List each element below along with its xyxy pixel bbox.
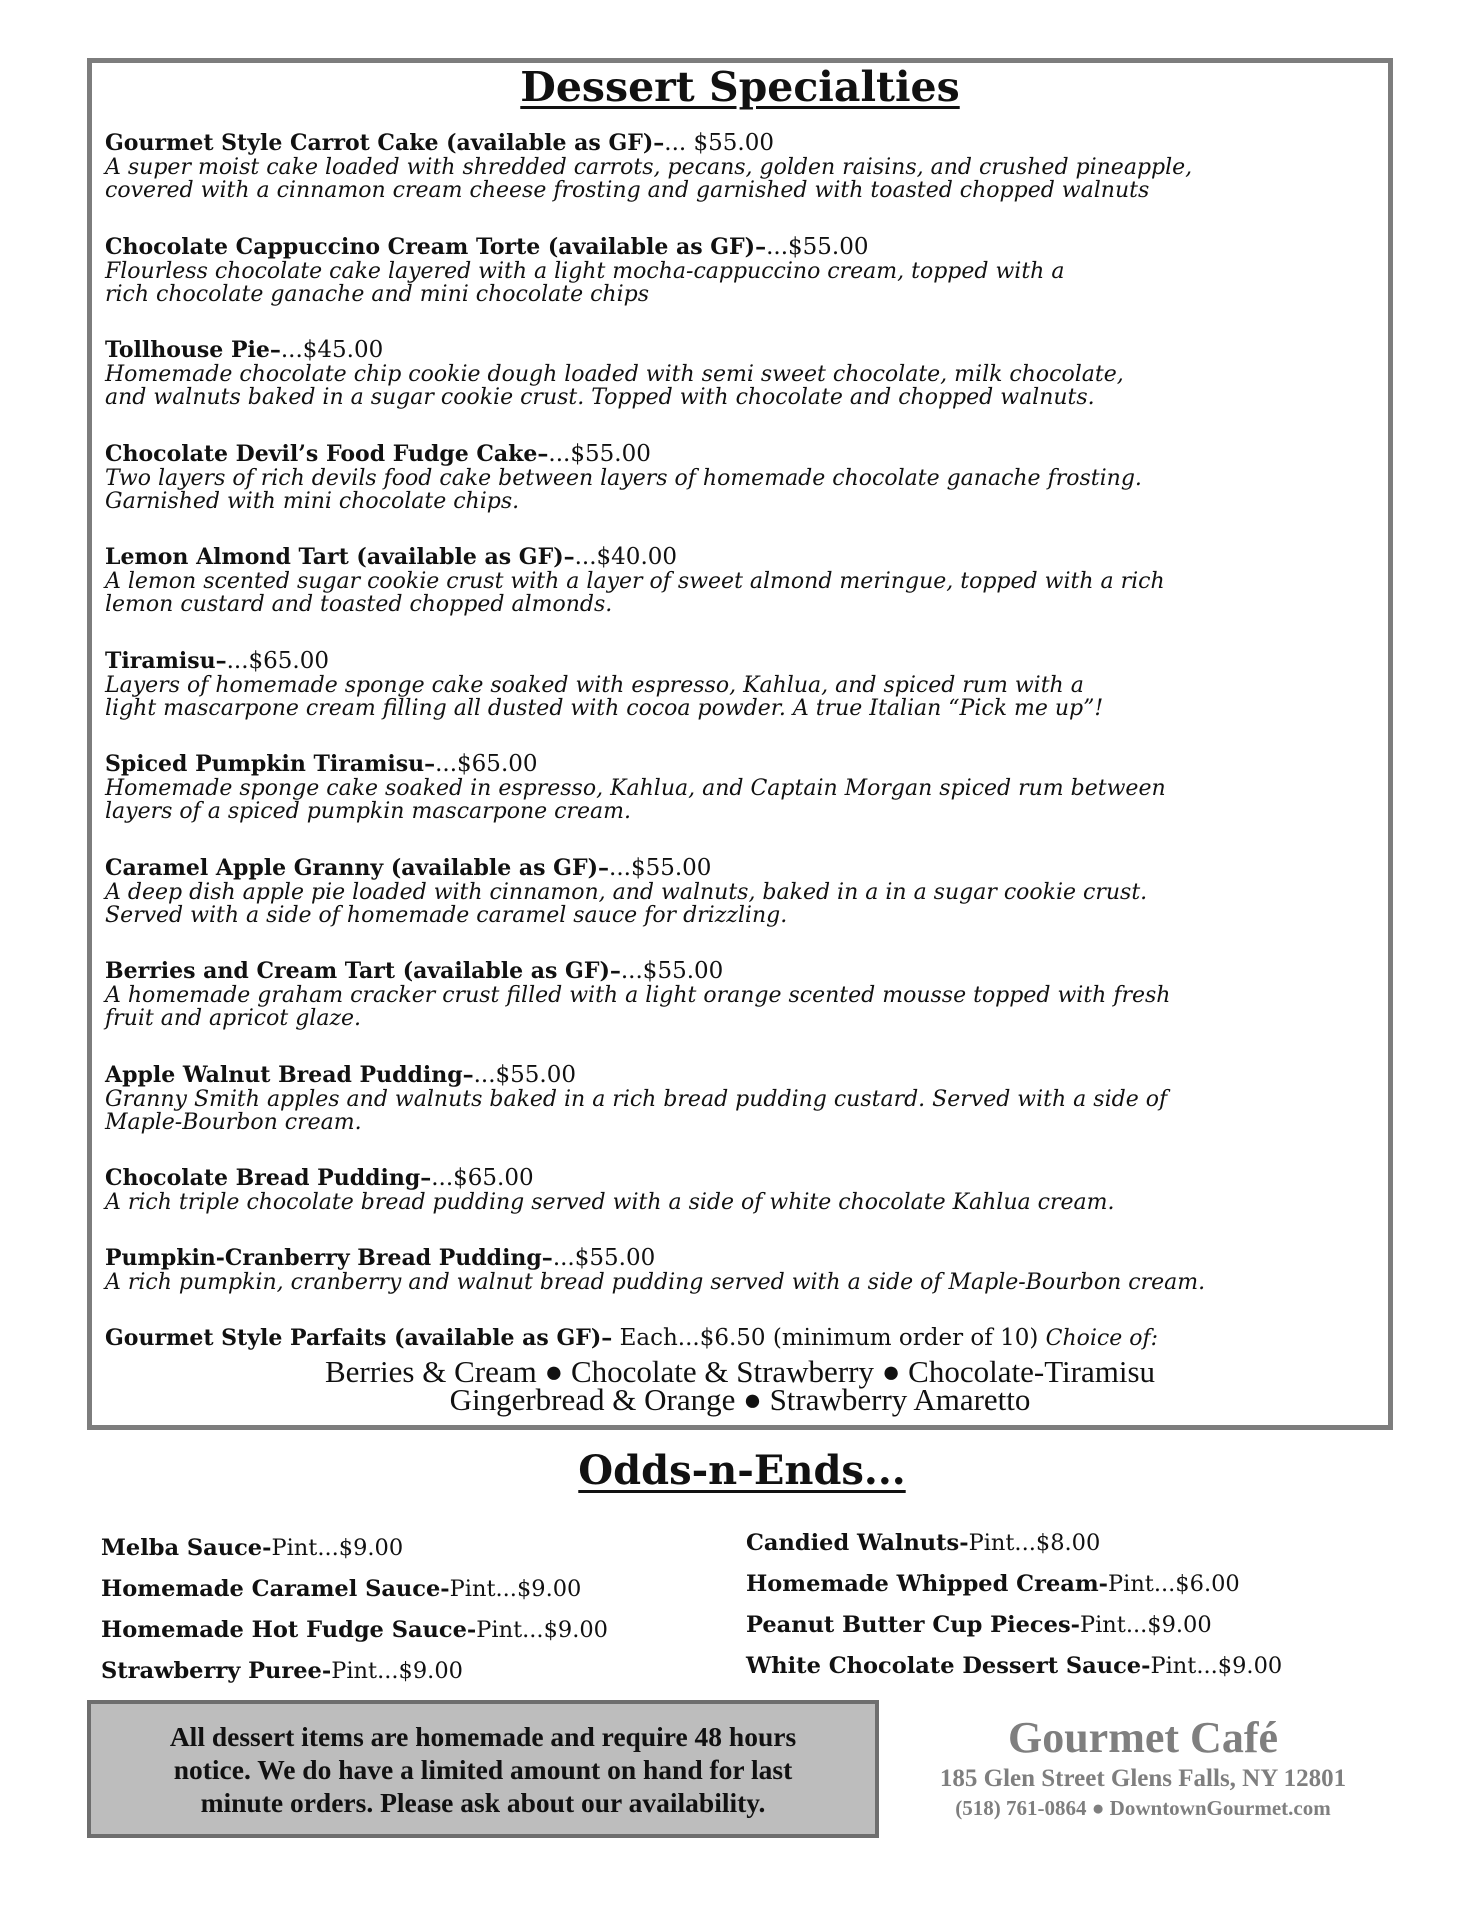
item-name: Apple Walnut Bread Pudding– xyxy=(105,1061,474,1088)
item-name: Gourmet Style Carrot Cake (available as GF)– xyxy=(105,130,665,156)
item-name: Spiced Pumpkin Tiramisu– xyxy=(105,751,436,777)
item-price: ...$65.00 xyxy=(435,751,538,777)
item-description: A lemon scented sugar cookie crust with a layer of sweet almond meringue, topped with a rich lemon custard and toasted chopped almonds. xyxy=(105,569,1165,617)
item-description: Homemade sponge cake soaked in espresso, Kahlua, and Captain Morgan spiced rum between layers of a spiced pumpkin mascarpone cream. xyxy=(105,776,1166,824)
item-price: ...$65.00 xyxy=(431,1165,534,1191)
item-price: ... $55.00 xyxy=(664,130,775,156)
dessert-item xyxy=(105,1166,1385,1246)
item-description: A homemade graham cracker crust filled with a light orange scented mousse topped with fresh fruit and apricot glaze. xyxy=(105,983,1171,1031)
item-name: Chocolate Devil’s Food Fudge Cake– xyxy=(105,440,549,467)
dessert-item xyxy=(105,131,1385,235)
item-name: Chocolate Cappuccino Cream Torte (available as GF)– xyxy=(105,233,767,260)
odds-item: Homemade Hot Fudge Sauce-Pint...$9.00 xyxy=(101,1617,608,1643)
item-name: Pumpkin-Cranberry Bread Pudding– xyxy=(105,1245,553,1271)
item-description: Two layers of rich devils food cake between layers of homemade chocolate ganache frosting. Garnished with mini chocolate chips. xyxy=(105,465,1142,514)
dessert-specialties-box xyxy=(87,58,1393,1430)
odds-item: Candied Walnuts-Pint...$8.00 xyxy=(746,1530,1101,1556)
odds-item: Melba Sauce-Pint...$9.00 xyxy=(101,1535,404,1561)
dessert-item xyxy=(105,235,1385,339)
dessert-title: Dessert Specialties xyxy=(520,63,960,111)
item-description: Layers of homemade sponge cake soaked with espresso, Kahlua, and spiced rum with a light mascarpone cream filling all dusted with cocoa powder. A true Italian “Pick me up”! xyxy=(105,672,1104,721)
item-price: ...$55.00 xyxy=(620,958,724,984)
dessert-list xyxy=(105,131,1385,1350)
cafe-contact: (518) 761-0864 ● DowntownGourmet.com xyxy=(955,1796,1331,1820)
item-description: Homemade chocolate chip cookie dough loaded with semi sweet chocolate, milk chocolate, and walnuts baked in a sugar cookie crust. Topped with chocolate and chopped walnuts. xyxy=(105,362,1124,410)
item-description: A rich pumpkin, cranberry and walnut bread pudding served with a side of Maple-Bourbon cream. xyxy=(105,1270,1206,1295)
odds-right-column xyxy=(746,1523,1282,1687)
item-name: Tiramisu– xyxy=(105,647,227,674)
item-price: ...$55.00 xyxy=(548,440,651,467)
item-price: ...$55.00 xyxy=(609,854,712,881)
odds-item: White Chocolate Dessert Sauce-Pint...$9.00 xyxy=(746,1653,1283,1679)
item-name: Lemon Almond Tart (available as GF)– xyxy=(105,544,575,570)
odds-left-column xyxy=(101,1528,608,1692)
item-price: ...$55.00 xyxy=(766,233,869,260)
cafe-address: 185 Glen Street Glens Falls, NY 12801 xyxy=(939,1765,1347,1792)
item-name: Chocolate Bread Pudding– xyxy=(105,1165,432,1191)
item-price: ...$40.00 xyxy=(574,544,678,570)
dessert-item xyxy=(105,1063,1385,1167)
item-description: A super moist cake loaded with shredded carrots, pecans, golden raisins, and crushed pineapple, covered with a cinnamon cream cheese frosting and garnished with toasted chopped walnuts xyxy=(105,155,1193,203)
cafe-info xyxy=(895,1712,1391,1822)
item-description: A deep dish apple pie loaded with cinnamon, and walnuts, baked in a in a sugar cookie crust. Served with a side of homemade caramel sauce for drizzling. xyxy=(105,879,1148,928)
item-description: Granny Smith apples and walnuts baked in a rich bread pudding custard. Served with a side of Maple-Bourbon cream. xyxy=(105,1086,1168,1135)
dessert-item xyxy=(105,649,1385,753)
dessert-item xyxy=(105,545,1385,649)
parfait-flavors-line-1: Berries & Cream ● Chocolate & Strawberry ● Chocolate-Tiramisu xyxy=(324,1354,1156,1389)
odds-title: Odds-n-Ends... xyxy=(578,1447,906,1494)
item-price: ...$45.00 xyxy=(280,337,384,363)
item-name: Caramel Apple Granny (available as GF)– xyxy=(105,854,610,881)
odds-item: Strawberry Puree-Pint...$9.00 xyxy=(101,1658,463,1684)
item-name: Berries and Cream Tart (available as GF)– xyxy=(105,958,621,984)
dessert-item xyxy=(105,338,1385,442)
item-description: A rich triple chocolate bread pudding served with a side of white chocolate Kahlua cream. xyxy=(105,1190,1115,1215)
notice-box: All dessert items are homemade and require 48 hours notice. We do have a limited amount on hand for last minute orders. Please ask about our availability. xyxy=(87,1700,879,1838)
parfait-detail: Each...$6.50 (minimum order of 10) xyxy=(612,1325,1046,1351)
item-price: ...$55.00 xyxy=(473,1061,577,1088)
odds-item: Homemade Whipped Cream-Pint...$6.00 xyxy=(746,1571,1240,1597)
parfait-flavors-line-2: Gingerbread & Orange ● Strawberry Amaretto xyxy=(449,1382,1031,1417)
odds-item: Homemade Caramel Sauce-Pint...$9.00 xyxy=(101,1576,582,1602)
parfait-choice-label: Choice of: xyxy=(1045,1326,1159,1351)
odds-item: Peanut Butter Cup Pieces-Pint...$9.00 xyxy=(746,1612,1212,1638)
dessert-item xyxy=(105,856,1385,960)
dessert-item xyxy=(105,752,1385,856)
parfait-name: Gourmet Style Parfaits (available as GF)– xyxy=(105,1325,613,1351)
parfait-line xyxy=(105,1325,1158,1352)
item-description: Flourless chocolate cake layered with a light mocha-cappuccino cream, topped with a rich chocolate ganache and mini chocolate chips xyxy=(105,258,1065,307)
item-price: ...$65.00 xyxy=(226,647,330,674)
dessert-item xyxy=(105,959,1385,1063)
cafe-name: Gourmet Café xyxy=(1007,1713,1278,1762)
dessert-item xyxy=(105,442,1385,546)
item-name: Tollhouse Pie– xyxy=(105,337,281,363)
item-price: ...$55.00 xyxy=(552,1245,656,1271)
